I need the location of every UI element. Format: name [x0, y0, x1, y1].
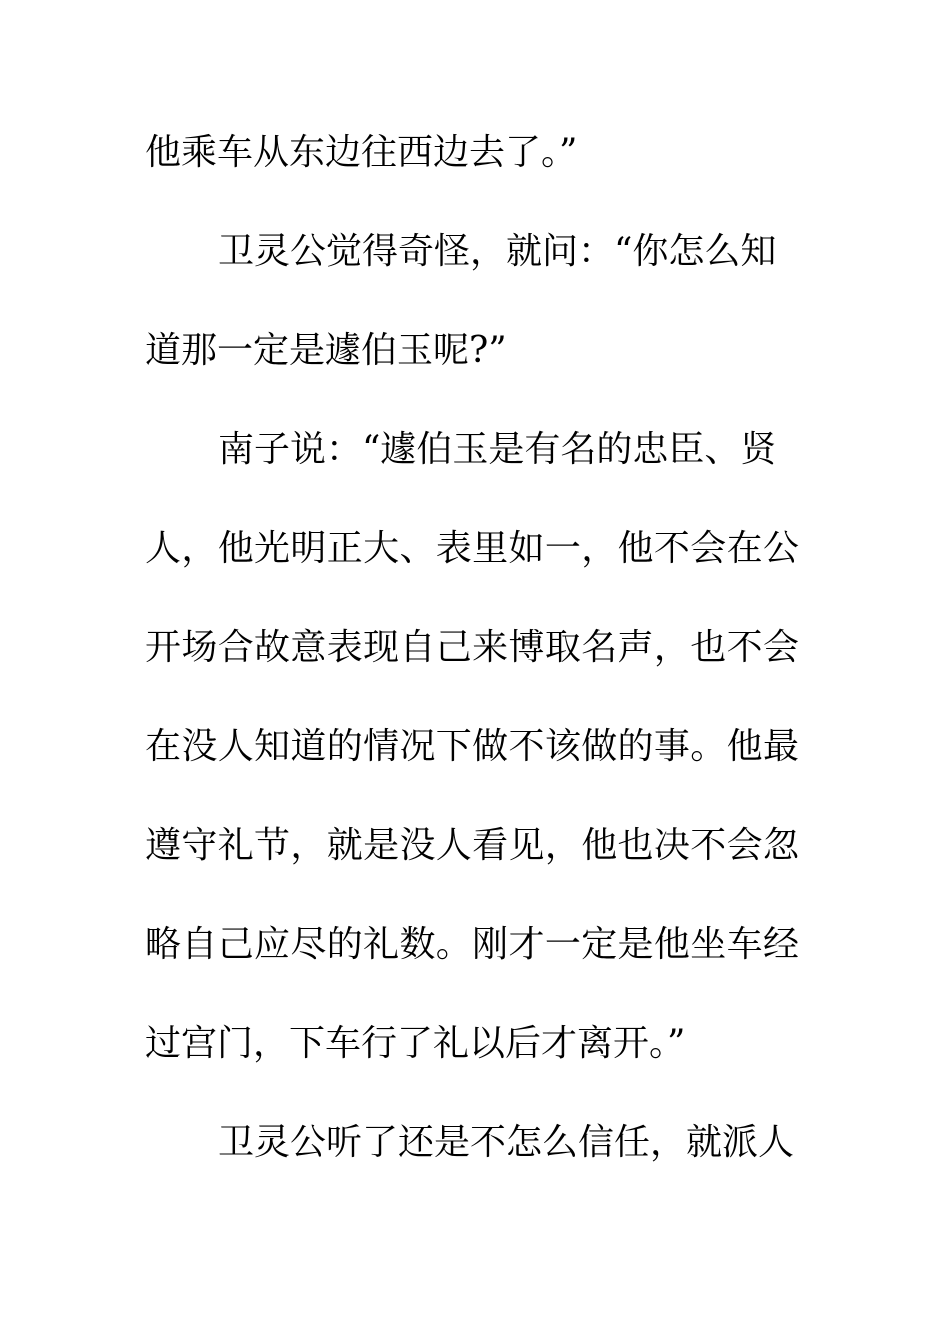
text-line: 在没人知道的情况下做不该做的事。他最 [145, 726, 800, 767]
text-line: 开场合故意表现自己来博取名声，也不会 [145, 627, 800, 668]
paragraph-first-line: 卫灵公听了还是不怎么信任，就派人 [218, 1122, 795, 1163]
text-line: 道那一定是遽伯玉呢?” [145, 330, 507, 371]
paragraph-first-line: 卫灵公觉得奇怪，就问：“你怎么知 [218, 231, 777, 272]
text-line: 过宫门，下车行了礼以后才离开。” [145, 1023, 686, 1064]
paragraph-first-line: 南子说：“遽伯玉是有名的忠臣、贤 [218, 429, 777, 470]
text-line: 遵守礼节，就是没人看见，他也决不会忽 [145, 825, 800, 866]
text-line: 他乘车从东边往西边去了。” [145, 132, 578, 173]
body-text [145, 123, 810, 1212]
text-line: 略自己应尽的礼数。刚才一定是他坐车经 [145, 924, 800, 965]
text-line: 人，他光明正大、表里如一，他不会在公 [145, 528, 800, 569]
